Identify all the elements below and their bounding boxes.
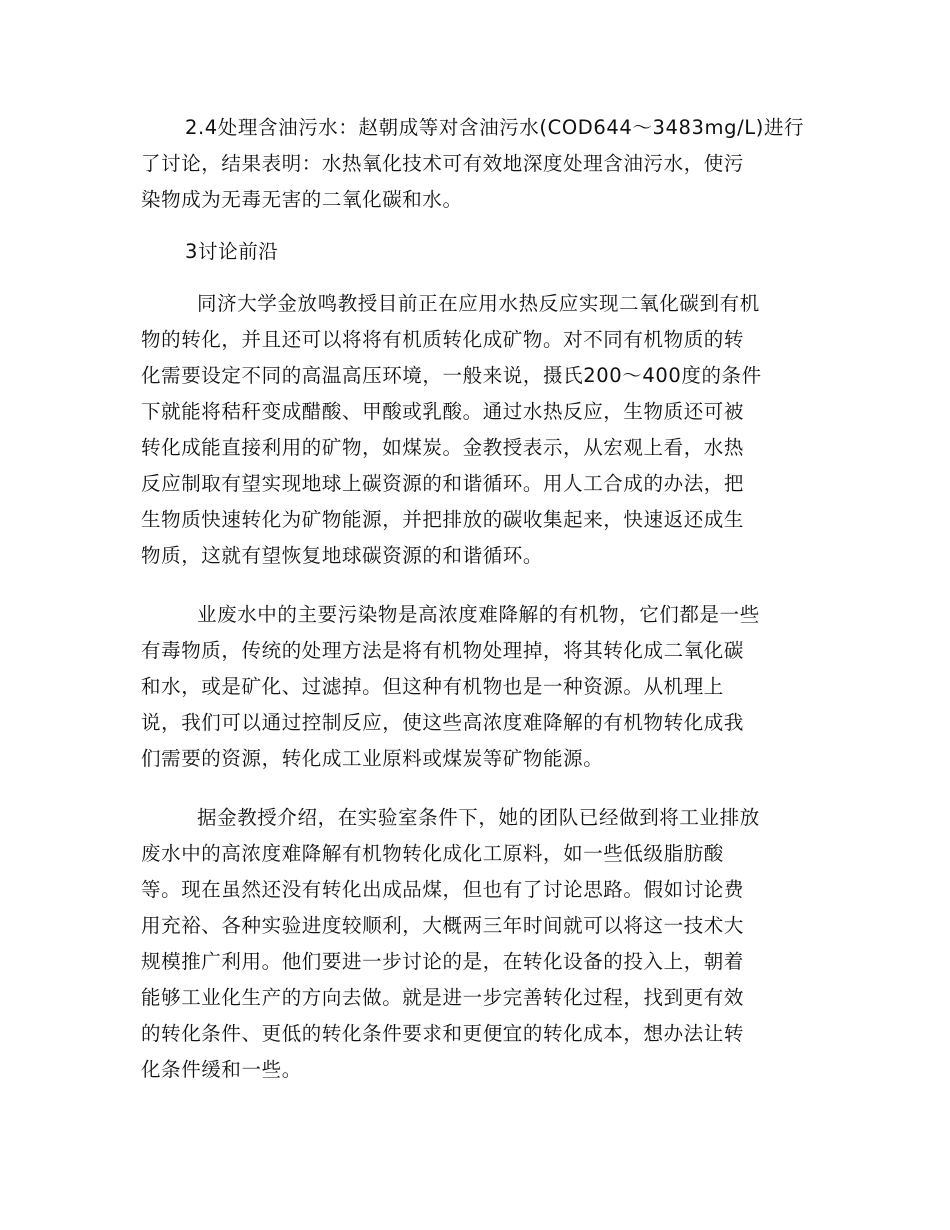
text-line: 同济大学金放鸣教授目前正在应用水热反应实现二氧化碳到有机 <box>197 292 760 315</box>
text-line: 等。现在虽然还没有转化出成品煤，但也有了讨论思路。假如讨论费 <box>141 878 745 901</box>
section-heading: 3讨论前沿 <box>185 240 279 263</box>
text-line: 2.4处理含油污水：赵朝成等对含油污水(COD644～3483mg/L)进行 <box>185 116 805 139</box>
text-line: 规模推广利用。他们要进一步讨论的是，在转化设备的投入上，朝着 <box>141 950 745 973</box>
text-line: 反应制取有望实现地球上碳资源的和谐循环。用人工合成的办法，把 <box>141 472 745 495</box>
text-line: 业废水中的主要污染物是高浓度难降解的有机物，它们都是一些 <box>197 603 760 626</box>
text-line: 化条件缓和一些。 <box>141 1058 302 1081</box>
text-line: 有毒物质，传统的处理方法是将有机物处理掉，将其转化成二氧化碳 <box>141 639 745 662</box>
text-line: 用充裕、各种实验进度较顺利，大概两三年时间就可以将这一技术大 <box>141 914 745 937</box>
text-line: 转化成能直接利用的矿物，如煤炭。金教授表示，从宏观上看，水热 <box>141 436 745 459</box>
text-line: 们需要的资源，转化成工业原料或煤炭等矿物能源。 <box>141 747 604 770</box>
text-line: 说，我们可以通过控制反应，使这些高浓度难降解的有机物转化成我 <box>141 711 745 734</box>
text-line: 化需要设定不同的高温高压环境，一般来说，摄氏200～400度的条件 <box>141 364 762 387</box>
text-line: 生物质快速转化为矿物能源，并把排放的碳收集起来，快速返还成生 <box>141 508 745 531</box>
text-line: 下就能将秸秆变成醋酸、甲酸或乳酸。通过水热反应，生物质还可被 <box>141 400 745 423</box>
text-line: 和水，或是矿化、过滤掉。但这种有机物也是一种资源。从机理上 <box>141 675 724 698</box>
text-line: 的转化条件、更低的转化条件要求和更便宜的转化成本，想办法让转 <box>141 1022 745 1045</box>
text-line: 物的转化，并且还可以将将有机质转化成矿物。对不同有机物质的转 <box>141 328 745 351</box>
text-line: 废水中的高浓度难降解有机物转化成化工原料，如一些低级脂肪酸 <box>141 842 724 865</box>
text-line: 染物成为无毒无害的二氧化碳和水。 <box>141 188 463 211</box>
text-line: 能够工业化生产的方向去做。就是进一步完善转化过程，找到更有效 <box>141 986 745 1009</box>
text-line: 物质，这就有望恢复地球碳资源的和谐循环。 <box>141 544 544 567</box>
text-line: 据金教授介绍，在实验室条件下，她的团队已经做到将工业排放 <box>197 806 760 829</box>
text-line: 了讨论，结果表明：水热氧化技术可有效地深度处理含油污水，使污 <box>141 152 745 175</box>
